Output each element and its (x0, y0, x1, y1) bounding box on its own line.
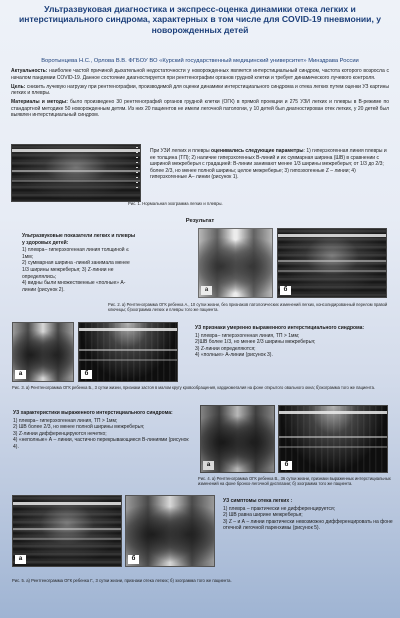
intro-block (11, 68, 389, 121)
figure-1-echogram (11, 144, 141, 202)
section-moderate-heading: УЗ признаки умеренно выраженного интерстициального синдрома: (195, 325, 365, 331)
list-item: 4) «полные» А-линии (рисунок 3). (195, 352, 273, 359)
relevance-label: Актуальность: (11, 68, 48, 74)
list-item: 3) Z-линии определяются; (195, 345, 256, 352)
panel-label: б (280, 286, 291, 295)
panel-label: б (81, 370, 92, 379)
list-item: 3) Z – и А – линии практически невозможно дифференцировать на фоне отечной легочной паренхимы (рисунок 5). (223, 518, 393, 532)
goal-text: снизить лучевую нагрузку при рентгенографии, производимой для оценки динамики интерстициального синдрома и отека легких путем оценки УЗ картины легких и плевры. (11, 83, 389, 97)
list-item: 3) Z-линии дифференцируются нечетко; (13, 430, 107, 437)
section-healthy-heading: Ультразвуковые показатели легких и плевры у здоровых детей: (22, 233, 136, 246)
list-item: 1) плевра– гиперэхогенная линия толщиной ≤ 1мм; (22, 247, 129, 260)
figure-1-caption: Рис. 1. Нормальная эхограмма легких и плевры. (128, 201, 223, 206)
list-item: 1) плевра– гиперэхогенная линия, ТП > 1мм; (195, 332, 300, 339)
list-item: 4) видны были множественные «полные» А-линии (рисунок 2). (22, 280, 126, 293)
figure-4a-xray (200, 405, 275, 473)
figure-4b-echogram (278, 405, 388, 473)
figure-5-caption: Рис. 5. а) Рентгенограмма ОГК ребенка Г., 3 сутки жизни, признаки отека легких; б) эхограмма того же пациента. (12, 578, 232, 583)
section-moderate-interstitial (195, 325, 385, 359)
section-healthy (22, 233, 137, 293)
relevance-text: наиболее частой причиной дыхательной недостаточности у новорожденных является интерстициальный синдром, частота которого возросла с началом пандемии COVID-19. Данное состояние диагностируется при рентгенографии органов грудной клетки и требует динамического лучевого контроля. (11, 68, 389, 81)
section-severe-interstitial (13, 410, 193, 451)
params-text: : 1) гиперэхогенная линия плевры и ее толщина (ТП); 2) наличие гиперэхогенных В-линий и их суммарная ширина (ШВ) в сравнении с шириной межреберья с градацией: В-линии занимают менее 1/3 ширины межреберья; от 1/3 до 2/3; более 2/3, но менее полной ширины; целое межреберье; 3) гипоэхогенные Z – линии; 4) гиперэхогенные А– линии (рисунок 1). (150, 148, 387, 181)
methods-label: Материалы и методы: (11, 99, 68, 106)
panel-label: а (15, 370, 26, 379)
params-lead-bold: оценивались следующие параметры (211, 148, 304, 154)
list-item: 1) плевра– гиперэхогенная линия, ТП > 1мм; (13, 417, 118, 424)
figure-5b-image (125, 495, 215, 567)
section-severe-heading: УЗ характеристики выраженного интерстициального синдрома: (13, 410, 173, 416)
figure-4-caption: Рис. 4. а) Рентгенограмма ОГК ребенка В., 36 сутки жизни, признаки выраженных интерстициальных изменений на фоне бронхо-легочной дисплазии; б) эхограмма того же пациента. (198, 476, 391, 487)
panel-label: б (128, 555, 139, 564)
depth-scale (136, 147, 138, 192)
parameters-paragraph (150, 148, 390, 181)
list-item: 4) «неполные» А – линии, частично перекрывающиеся В-линиями (рисунок 4). (13, 437, 189, 450)
panel-label: а (201, 286, 212, 295)
methods-text: было произведено 30 рентгенографий органов грудной клетки (ОГК) в прямой проекции и 275 УЗИ легких и плевры в В-режиме по стандартной методике 50 новорожденным детям. Из них 20 пациентов не имели легочной патологии, у 10 детей был диагностирован отек легких, у 20 детей был выявлен интерстициальный синдром. (11, 99, 389, 119)
list-item: 1) плевра – практически не дифференцируется; (223, 505, 336, 512)
methods-paragraph (11, 99, 389, 119)
figure-3b-echogram (78, 322, 178, 382)
goal-label: Цель: (11, 83, 26, 90)
list-item: 2) ШВ более 2/3, но менее полной ширины межреберья; (13, 424, 145, 431)
panel-label: а (15, 555, 26, 564)
section-edema-heading: УЗ симптомы отека легких : (223, 498, 293, 504)
results-heading: Результат (185, 218, 215, 224)
figure-2-caption: Рис. 2. а) Рентгенограмма ОГК ребенка А., 10 сутки жизни, без признаков патологических изменений легких, консолидированный перелом правой ключицы; б)эхограмма легких и плевры того же пациента. (108, 302, 388, 313)
authors-affiliation: Воротынцева Н.С., Орлова В.В. ФГБОУ ВО «Курский государственный медицинский университет» Минздрава России (41, 58, 359, 64)
section-pulmonary-edema (223, 498, 393, 532)
panel-label: б (281, 461, 292, 470)
list-item: 2) суммарная ширина -линий занимала менее 1/3 ширины межреберья; 3) Z-линии не определялись; (22, 260, 130, 280)
params-lead: При УЗИ легких и плевры (150, 148, 212, 154)
figure-3a-xray (12, 322, 74, 382)
list-item: 2) ШВ равна ширине межреберья; (223, 512, 303, 519)
figure-5a-xray (12, 495, 122, 567)
figure-2b-echogram (277, 228, 387, 298)
figure-3-caption: Рис. 3. а) Рентгенограмма ОГК ребенка Б., 3 сутки жизни, признаки застоя в малом кругу кровообращения, кардиомегалия на фоне открытого овального окна; б)эхограмма того же пациента. (12, 385, 375, 390)
list-item: 2)ШВ более 1/3, но менее 2/3 ширины межреберья; (195, 339, 316, 346)
poster-title: Ультразвуковая диагностика и экспресс-оценка динамики отека легких и интерстициального синдрома, характерных в том числе для COVID-19 пневмонии, у новорожденных детей (18, 4, 381, 35)
relevance-paragraph (11, 68, 389, 81)
goal-paragraph (11, 84, 389, 97)
figure-2a-xray (198, 228, 273, 298)
panel-label: а (203, 461, 214, 470)
